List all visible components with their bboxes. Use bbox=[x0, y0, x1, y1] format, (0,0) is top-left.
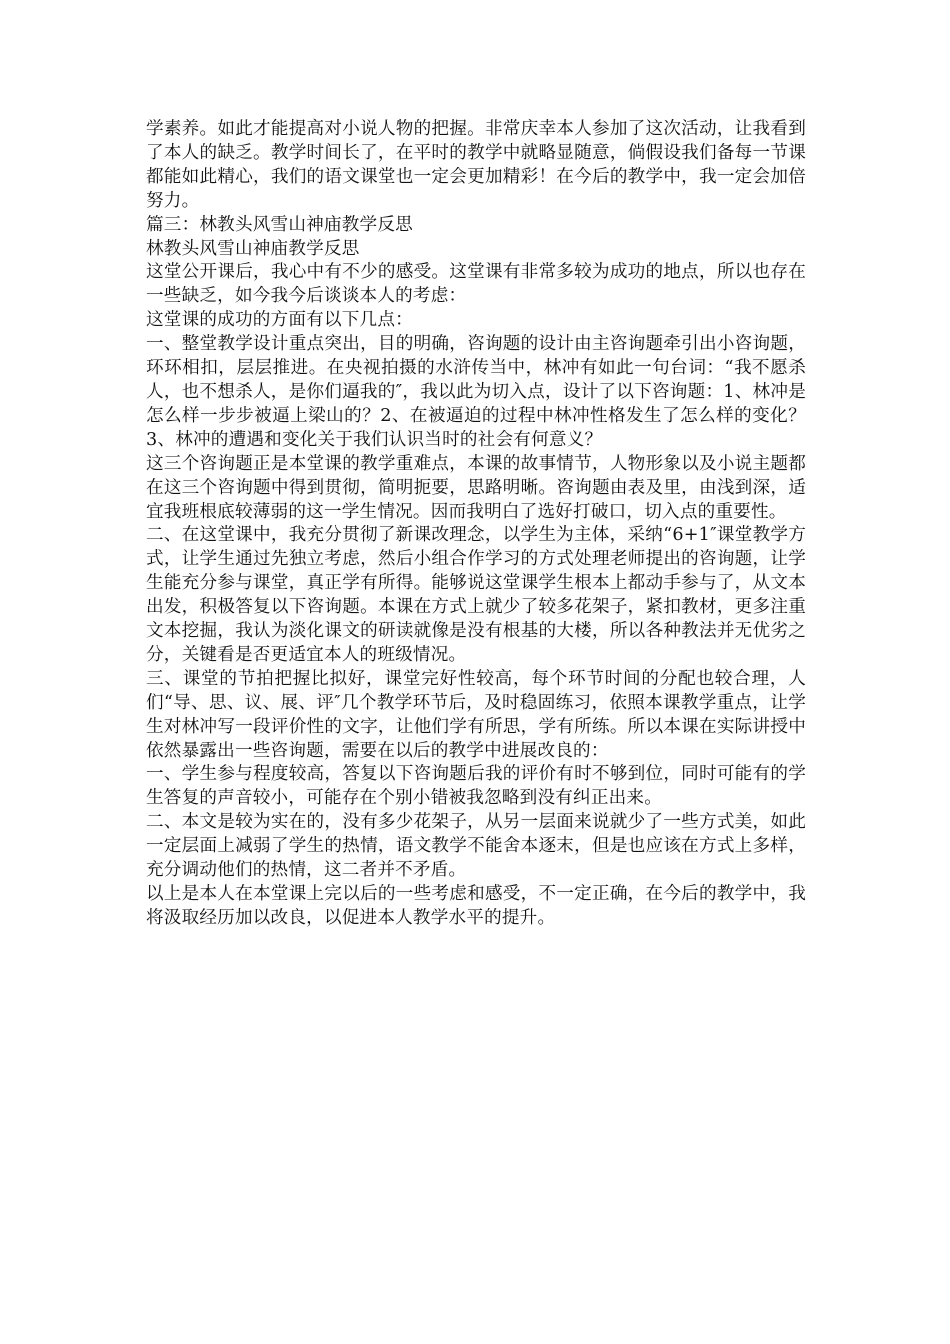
paragraph-intro-continuation: 学素养。如此才能提高对小说人物的把握。非常庆幸本人参加了这次活动，让我看到了本人的缺乏。教学时间长了，在平时的教学中就略显随意，倘假设我们备每一节课都能如此精心，我们的语文课堂也一定会更加精彩！在今后的教学中，我一定会加倍努力。 bbox=[146, 119, 806, 211]
paragraph-opening: 这堂公开课后，我心中有不少的感受。这堂课有非常多较为成功的地点，所以也存在一些缺乏，如今我今后谈谈本人的考虑： bbox=[146, 262, 806, 307]
paragraph-point-one-detail: 这三个咨询题正是本堂课的教学重难点，本课的故事情节，人物形象以及小说主题都在这三个咨询题中得到贯彻，简明扼要，思路明晰。咨询题由表及里，由浅到深，适宜我班根底较薄弱的这一学生情况。因而我明白了选好打破口，切入点的重要性。 bbox=[146, 453, 806, 522]
paragraph-conclusion: 以上是本人在本堂课上完以后的一些考虑和感受，不一定正确，在今后的教学中，我将汲取经历加以改良，以促进本人教学水平的提升。 bbox=[146, 884, 806, 928]
paragraph-issue-one: 一、学生参与程度较高，答复以下咨询题后我的评价有时不够到位，同时可能有的学生答复的声音较小，可能存在个别小错被我忽略到没有纠正出来。 bbox=[146, 764, 806, 809]
paragraph-point-one: 一、整堂教学设计重点突出，目的明确，咨询题的设计由主咨询题牵引出小咨询题，环环相扣，层层推进。在央视拍摄的水浒传当中，林冲有如此一句台词：“我不愿杀人，也不想杀人，是你们逼我的″，我以此为切入点，设计了以下咨询题：1、林冲是怎么样一步步被逼上梁山的？2、在被逼迫的过程中林冲性格发生了怎么样的变化？3、林冲的遭遇和变化关于我们认识当时的社会有何意义？ bbox=[146, 334, 806, 450]
paragraph-point-three: 三、课堂的节拍把握比拟好，课堂完好性较高，每个环节时间的分配也较合理，人们“导、思、议、展、评″几个教学环节后，及时稳固练习，依照本课教学重点，让学生对林冲写一段评价性的文字，让他们学有所思，学有所练。所以本课在实际讲授中依然暴露出一些咨询题，需要在以后的教学中进展改良的： bbox=[146, 668, 806, 761]
document-body bbox=[146, 118, 806, 931]
section-heading: 篇三：林教头风雪山神庙教学反思 bbox=[146, 214, 413, 235]
paragraph-point-two: 二、在这堂课中，我充分贯彻了新课改理念，以学生为主体，采纳“6+1″课堂教学方式，让学生通过先独立考虑，然后小组合作学习的方式处理老师提出的咨询题，让学生能充分参与课堂，真正学有所得。能够说这堂课学生根本上都动手参与了，从文本出发，积极答复以下咨询题。本课在方式上就少了较多花架子，紧扣教材，更多注重文本挖掘，我认为淡化课文的研读就像是没有根基的大楼，所以各种教法并无优劣之分，关键看是否更适宜本人的班级情况。 bbox=[146, 525, 806, 665]
paragraph-issue-two: 二、本文是较为实在的，没有多少花架子，从另一层面来说就少了一些方式美，如此一定层面上减弱了学生的热情，语文教学不能舍本逐末，但是也应该在方式上多样，充分调动他们的热情，这二者并不矛盾。 bbox=[146, 812, 806, 881]
article-title: 林教头风雪山神庙教学反思 bbox=[146, 238, 360, 259]
paragraph-success-intro: 这堂课的成功的方面有以下几点： bbox=[146, 310, 413, 331]
